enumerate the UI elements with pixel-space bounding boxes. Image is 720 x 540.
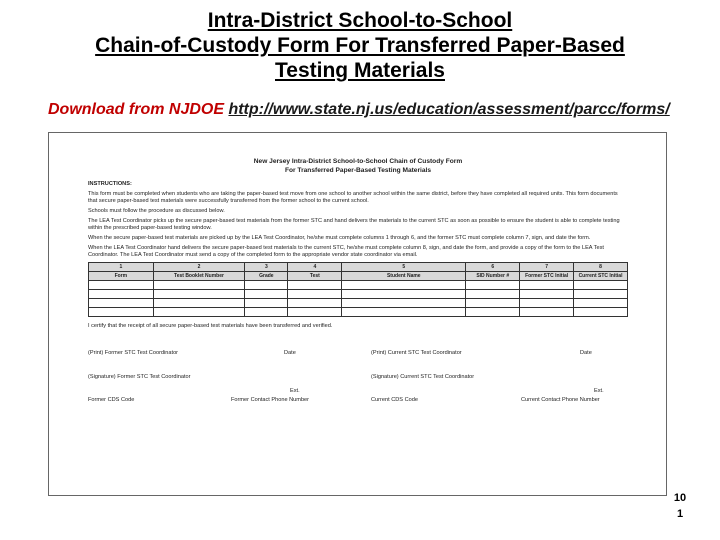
former-stc-signature-label: (Signature) Former STC Test Coordinator bbox=[88, 374, 191, 380]
col-number: 2 bbox=[153, 263, 245, 272]
current-ext-label: Ext. bbox=[594, 388, 604, 394]
current-stc-print-label: (Print) Current STC Test Coordinator bbox=[371, 350, 462, 356]
col-number: 5 bbox=[342, 263, 466, 272]
table-row bbox=[89, 281, 628, 290]
materials-table bbox=[88, 262, 628, 317]
download-prefix: Download from NJDOE bbox=[48, 101, 229, 118]
print-name-row bbox=[88, 350, 628, 359]
col-number: 6 bbox=[466, 263, 520, 272]
table-row bbox=[89, 290, 628, 299]
col-header: Form bbox=[89, 272, 154, 281]
col-header: Grade bbox=[245, 272, 288, 281]
instructions-heading: INSTRUCTIONS: bbox=[88, 181, 132, 187]
instructions-para-3: The LEA Test Coordinator picks up the secure paper-based test materials from the former STC and hand delivers the materials to the current STC as soon as possible to ensure the student is able to complete testing within the prescribed paper-based testing window. bbox=[88, 218, 620, 231]
former-cds-label: Former CDS Code bbox=[88, 397, 135, 403]
current-cds-label: Current CDS Code bbox=[371, 397, 418, 403]
col-header: SID Number # bbox=[466, 272, 520, 281]
download-note bbox=[48, 101, 670, 119]
former-ext-label: Ext. bbox=[290, 388, 300, 394]
signature-row bbox=[88, 374, 628, 383]
slide-title-line-3: Testing Materials bbox=[275, 59, 445, 82]
form-document bbox=[88, 158, 628, 406]
col-number: 4 bbox=[288, 263, 342, 272]
slide-title bbox=[0, 8, 720, 83]
col-header: Test bbox=[288, 272, 342, 281]
certify-statement: I certify that the receipt of all secure paper-based test materials have been transferred and verified. bbox=[88, 323, 333, 329]
form-title-2: For Transferred Paper-Based Testing Materials bbox=[284, 166, 432, 174]
former-date-label: Date bbox=[284, 350, 296, 356]
table-row bbox=[89, 299, 628, 308]
col-number: 1 bbox=[89, 263, 154, 272]
download-link[interactable]: http://www.state.nj.us/education/assessment/parcc/forms/ bbox=[228, 101, 670, 118]
current-contact-label: Current Contact Phone Number bbox=[521, 397, 600, 403]
current-stc-signature-label: (Signature) Current STC Test Coordinator bbox=[371, 374, 475, 380]
col-header: Former STC Initial bbox=[520, 272, 574, 281]
column-number-row bbox=[89, 263, 628, 272]
current-date-label: Date bbox=[580, 350, 592, 356]
slide-title-line-1: Intra-District School-to-School bbox=[207, 9, 513, 32]
col-number: 3 bbox=[245, 263, 288, 272]
col-header: Current STC Initial bbox=[574, 272, 628, 281]
ext-row bbox=[88, 388, 628, 397]
table-row bbox=[89, 308, 628, 317]
col-number: 8 bbox=[574, 263, 628, 272]
form-title-1: New Jersey Intra-District School-to-School Chain of Custody Form bbox=[253, 158, 463, 165]
page-number bbox=[673, 490, 687, 522]
column-header-row bbox=[89, 272, 628, 281]
instructions-para-2: Schools must follow the procedure as discussed below. bbox=[88, 208, 225, 214]
slide-title-line-2: Chain-of-Custody Form For Transferred Paper-Based bbox=[95, 34, 625, 57]
instructions-para-4: When the secure paper-based test materials are picked up by the LEA Test Coordinator, he/she must complete columns 1 through 6, and the former STC must complete column 7, sign, and date the form. bbox=[88, 235, 591, 241]
former-stc-print-label: (Print) Former STC Test Coordinator bbox=[88, 350, 179, 356]
col-number: 7 bbox=[520, 263, 574, 272]
page-number-line-2: 1 bbox=[676, 508, 684, 520]
instructions-para-5: When the LEA Test Coordinator hand delivers the secure paper-based test materials to the current STC, he/she must complete column 8, sign, and date the form, and provide a copy of the form to the LEA Test Coordinator. The LEA Test Coordinator must send a copy of the completed form to the appropriate vendor state coordinator via email. bbox=[88, 245, 604, 258]
former-contact-label: Former Contact Phone Number bbox=[231, 397, 310, 403]
cds-row bbox=[88, 397, 628, 406]
instructions-para-1: This form must be completed when students who are taking the paper-based test move from one school to another school within the same district, before they have completed all required units. This form documents that secure paper-based test materials were successfully transferred from the former school to the current school. bbox=[88, 191, 618, 204]
col-header: Student Name bbox=[342, 272, 466, 281]
col-header: Test Booklet Number bbox=[153, 272, 245, 281]
page-number-line-1: 10 bbox=[673, 492, 687, 504]
